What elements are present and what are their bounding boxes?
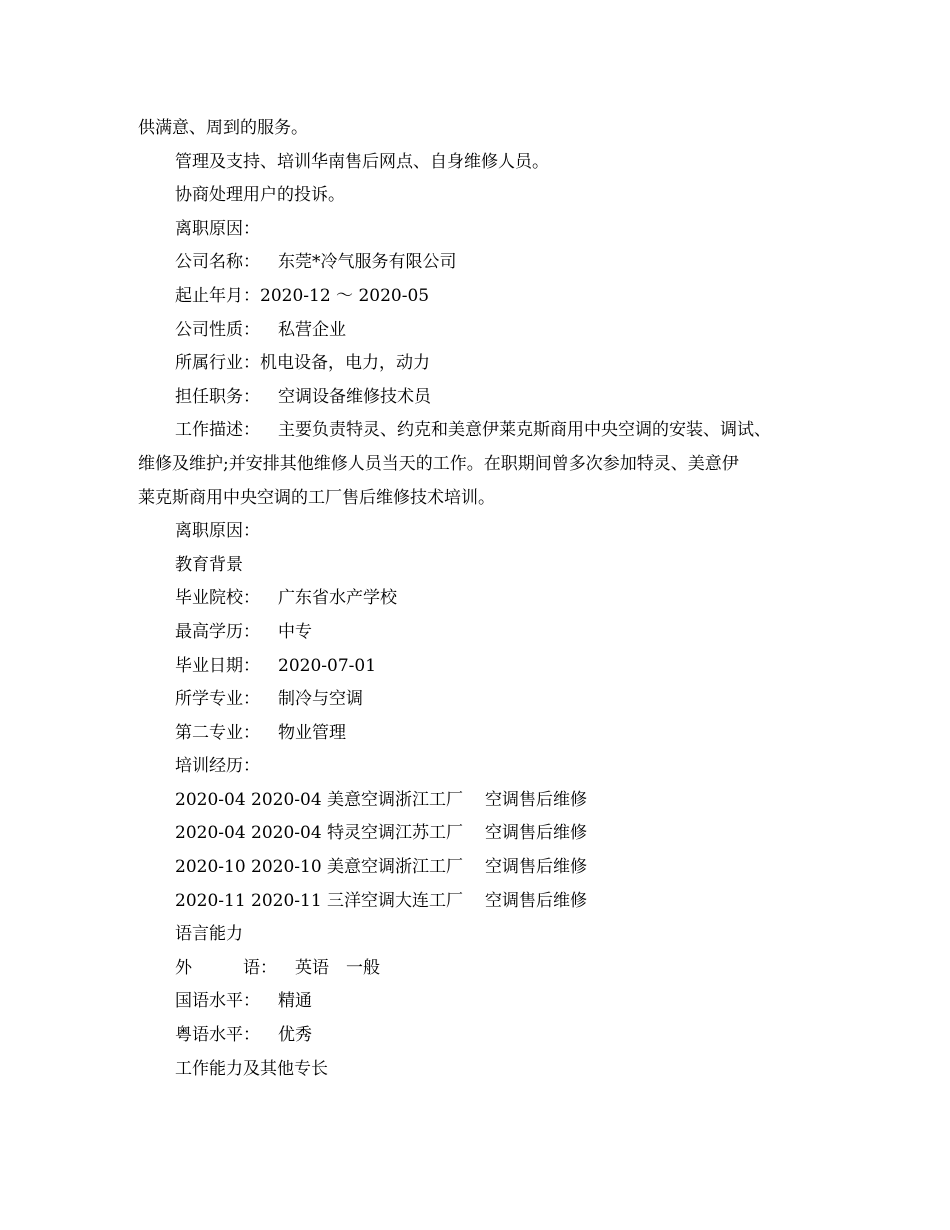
industry-row xyxy=(138,347,838,381)
training-start: 2020-10 xyxy=(175,857,246,878)
position-row xyxy=(138,381,838,415)
training-course: 空调售后维修 xyxy=(485,857,587,878)
position-label: 担任职务： xyxy=(175,386,260,407)
school-value: 广东省水产学校 xyxy=(278,588,397,609)
training-place: 特灵空调江苏工厂 xyxy=(327,823,463,844)
nature-value: 私营企业 xyxy=(278,319,346,340)
training-end: 2020-04 xyxy=(251,789,322,810)
school-label: 毕业院校： xyxy=(175,588,260,609)
second-major-label: 第二专业： xyxy=(175,722,260,743)
degree-value: 中专 xyxy=(278,621,312,642)
industry-label: 所属行业： xyxy=(175,353,260,374)
training-row xyxy=(138,851,838,885)
degree-row xyxy=(138,616,838,650)
grad-row xyxy=(138,650,838,684)
cantonese-label: 粤语水平： xyxy=(175,1025,260,1046)
training-place: 美意空调浙江工厂 xyxy=(327,857,463,878)
training-label: 培训经历： xyxy=(175,756,260,777)
company-row xyxy=(138,246,838,280)
education-heading: 教育背景 xyxy=(175,554,243,575)
school-row xyxy=(138,582,838,616)
duty-complaint: 协商处理用户的投诉。 xyxy=(175,185,345,206)
training-course: 空调售后维修 xyxy=(485,823,587,844)
desc-row xyxy=(138,414,838,448)
training-place: 三洋空调大连工厂 xyxy=(327,890,463,911)
nature-label: 公司性质： xyxy=(175,319,260,340)
leave-reason-1: 离职原因： xyxy=(175,218,260,239)
training-place: 美意空调浙江工厂 xyxy=(327,789,463,810)
degree-label: 最高学历： xyxy=(175,621,260,642)
training-course: 空调售后维修 xyxy=(485,890,587,911)
foreign-value: 英语 一般 xyxy=(295,957,380,978)
industry-value: 机电设备，电力，动力 xyxy=(260,353,430,374)
training-end: 2020-10 xyxy=(251,857,322,878)
major-value: 制冷与空调 xyxy=(278,689,363,710)
period-row xyxy=(138,280,838,314)
training-start: 2020-04 xyxy=(175,789,246,810)
grad-value: 2020-07-01 xyxy=(278,655,377,676)
period-value: 2020-12 ～ 2020-05 xyxy=(260,285,430,306)
nature-row xyxy=(138,314,838,348)
intro-tail: 供满意、周到的服务。 xyxy=(138,118,308,138)
training-end: 2020-04 xyxy=(251,823,322,844)
second-major-row xyxy=(138,717,838,751)
cantonese-row xyxy=(138,1019,838,1053)
training-course: 空调售后维修 xyxy=(485,789,587,810)
company-label: 公司名称： xyxy=(175,252,260,273)
desc-line-2: 维修及维护;并安排其他维修人员当天的工作。在职期间曾多次参加特灵、美意伊 xyxy=(138,453,739,474)
foreign-label-a: 外 xyxy=(175,957,192,978)
training-row xyxy=(138,885,838,919)
document-body xyxy=(138,112,838,1086)
major-label: 所学专业： xyxy=(175,689,260,710)
training-start: 2020-04 xyxy=(175,823,246,844)
mandarin-value: 精通 xyxy=(278,991,312,1012)
cantonese-value: 优秀 xyxy=(278,1025,312,1046)
company-value: 东莞*冷气服务有限公司 xyxy=(278,252,457,273)
language-heading: 语言能力 xyxy=(175,924,243,945)
duty-manage: 管理及支持、培训华南售后网点、自身维修人员。 xyxy=(175,151,549,172)
training-row xyxy=(138,784,838,818)
training-start: 2020-11 xyxy=(175,890,246,911)
foreign-label-b: 语： xyxy=(243,957,277,978)
desc-line-3: 莱克斯商用中央空调的工厂售后维修技术培训。 xyxy=(138,487,495,508)
skills-heading: 工作能力及其他专长 xyxy=(175,1058,328,1079)
foreign-language-row xyxy=(138,952,838,986)
mandarin-label: 国语水平： xyxy=(175,991,260,1012)
training-row xyxy=(138,817,838,851)
training-end: 2020-11 xyxy=(251,890,322,911)
major-row xyxy=(138,683,838,717)
desc-label: 工作描述： xyxy=(175,420,260,441)
second-major-value: 物业管理 xyxy=(278,722,346,743)
leave-reason-2: 离职原因： xyxy=(175,521,260,542)
desc-line-1: 主要负责特灵、约克和美意伊莱克斯商用中央空调的安装、调试、 xyxy=(278,420,771,441)
period-label: 起止年月： xyxy=(175,285,260,306)
position-value: 空调设备维修技术员 xyxy=(278,386,431,407)
mandarin-row xyxy=(138,985,838,1019)
grad-label: 毕业日期： xyxy=(175,655,260,676)
